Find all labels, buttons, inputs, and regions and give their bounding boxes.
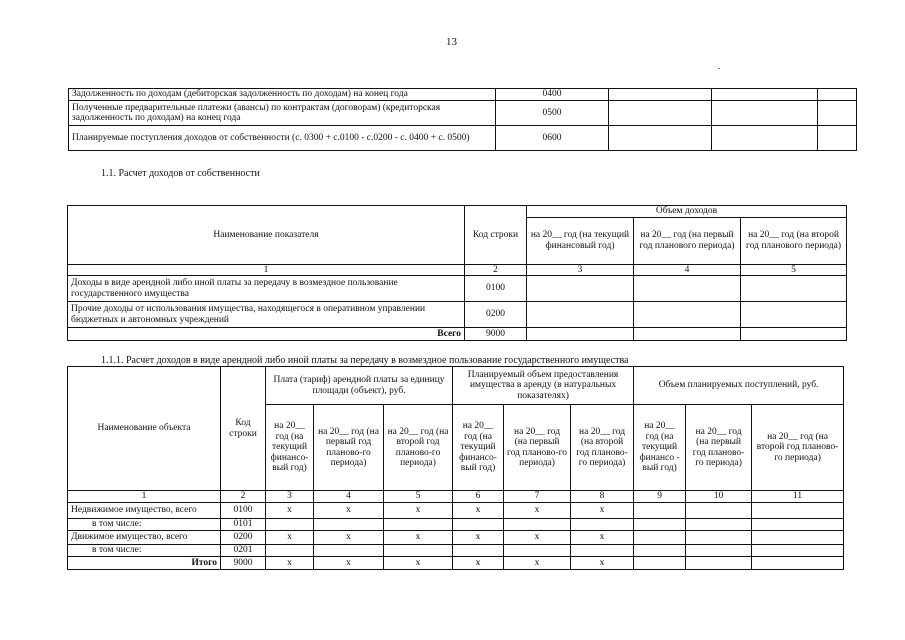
table-row [68,302,847,328]
row-code: 0200 [465,302,527,328]
table-row [68,545,844,557]
mark-cell: x [453,557,504,570]
mark-cell: x [571,557,634,570]
rent-income-table [67,366,844,570]
header-rent-rate: Плата (тариф) арендной платы за единицу площади (объект), руб. [266,367,453,405]
mark-cell: x [571,503,634,519]
header-year-first: на 20__ год (на первый год планово-го периода) [686,405,752,491]
table-row [68,276,847,302]
row-label: Недвижимое имущество, всего [68,503,221,519]
header-object-name: Наименование объекта [68,367,221,491]
income-table [67,205,847,341]
header-year-second: на 20__ год (на второй год планово-го периода) [384,405,453,491]
mark-cell: x [314,557,384,570]
row-code: 0101 [221,519,266,531]
table-row [69,89,857,101]
row-label: Движимое имущество, всего [68,531,221,545]
table-row [68,503,844,519]
total-row [68,557,844,570]
row-code: 0500 [496,101,609,126]
table-row [68,531,844,545]
row-label: Задолженность по доходам (дебиторская задолженность по доходам) на конец года [69,89,496,101]
mark-cell: x [266,531,314,545]
header-year-1: на 20__ год (на текущий финансовый год) [527,217,634,264]
row-label: Доходы в виде арендной либо иной платы за передачу в возмездное пользование государственного имущества [68,276,465,302]
top-table [68,88,857,151]
mark-cell: x [504,531,571,545]
row-label: Полученные предварительные платежи (авансы) по контрактам (договорам) (кредиторская задолженность по доходам) на конец года [69,101,496,126]
mark-cell: x [266,557,314,570]
table-row [69,101,857,126]
row-label: в том числе: [68,545,221,557]
header-year-first: на 20__ год (на первый год планово-го периода) [504,405,571,491]
mark-cell: x [314,531,384,545]
header-year-current: на 20__ год (на текущий финансо - вый год) [634,405,686,491]
header-planned-receipts: Объем планируемых поступлений, руб. [634,367,844,405]
row-code: 0400 [496,89,609,101]
header-code: Код строки [221,367,266,491]
row-label: Прочие доходы от использования имущества, находящегося в оперативном управлении бюджетных и автономных учреждений [68,302,465,328]
total-code: 9000 [465,328,527,341]
row-code: 0600 [496,126,609,151]
section-title-1-1-1: 1.1.1. Расчет доходов в виде арендной либо иной платы за передачу в возмездное пользование государственного имущества [101,355,629,366]
mark-cell: x [453,531,504,545]
header-year-current: на 20__ год (на текущий финансо-вый год) [453,405,504,491]
total-code: 9000 [221,557,266,570]
table-row [68,519,844,531]
total-label: Итого [68,557,221,570]
mark-cell: x [384,557,453,570]
mark-cell: x [504,557,571,570]
header-year-first: на 20__ год (на первый год планово-го периода) [314,405,384,491]
mark-cell: x [571,531,634,545]
column-numbers-row: 1 2 3 4 5 6 7 8 9 10 11 [68,491,844,503]
table-row [69,126,857,151]
header-year-3: на 20__ год (на второй год планового периода) [741,217,847,264]
row-code: 0100 [221,503,266,519]
scan-speck [718,68,720,69]
row-code: 0200 [221,531,266,545]
row-label: в том числе: [68,519,221,531]
mark-cell: x [504,503,571,519]
mark-cell: x [384,531,453,545]
header-year-current: на 20__ год (на текущий финансо-вый год) [266,405,314,491]
total-row [68,328,847,341]
header-volume: Объем доходов [527,206,847,218]
row-code: 0201 [221,545,266,557]
mark-cell: x [266,503,314,519]
header-code: Код строки [465,206,527,265]
row-code: 0100 [465,276,527,302]
header-planned-volume: Планируемый объем предоставления имущества в аренду (в натуральных показателях) [453,367,634,405]
row-label: Планируемые поступления доходов от собственности (с. 0300 + с.0100 - с.0200 - с. 0400 + с. 0500) [69,126,496,151]
mark-cell: x [314,503,384,519]
header-year-2: на 20__ год (на первый год планового периода) [634,217,741,264]
column-numbers-row: 1 2 3 4 5 [68,264,847,276]
header-year-second: на 20__ год (на второй год планово-го периода) [571,405,634,491]
section-title-1-1: 1.1. Расчет доходов от собственности [101,168,260,179]
page-number: 13 [446,36,457,48]
header-name: Наименование показателя [68,206,465,265]
header-year-second: на 20__ год (на второй год планово-го периода) [752,405,844,491]
mark-cell: x [384,503,453,519]
mark-cell: x [453,503,504,519]
total-label: Всего [68,328,465,341]
